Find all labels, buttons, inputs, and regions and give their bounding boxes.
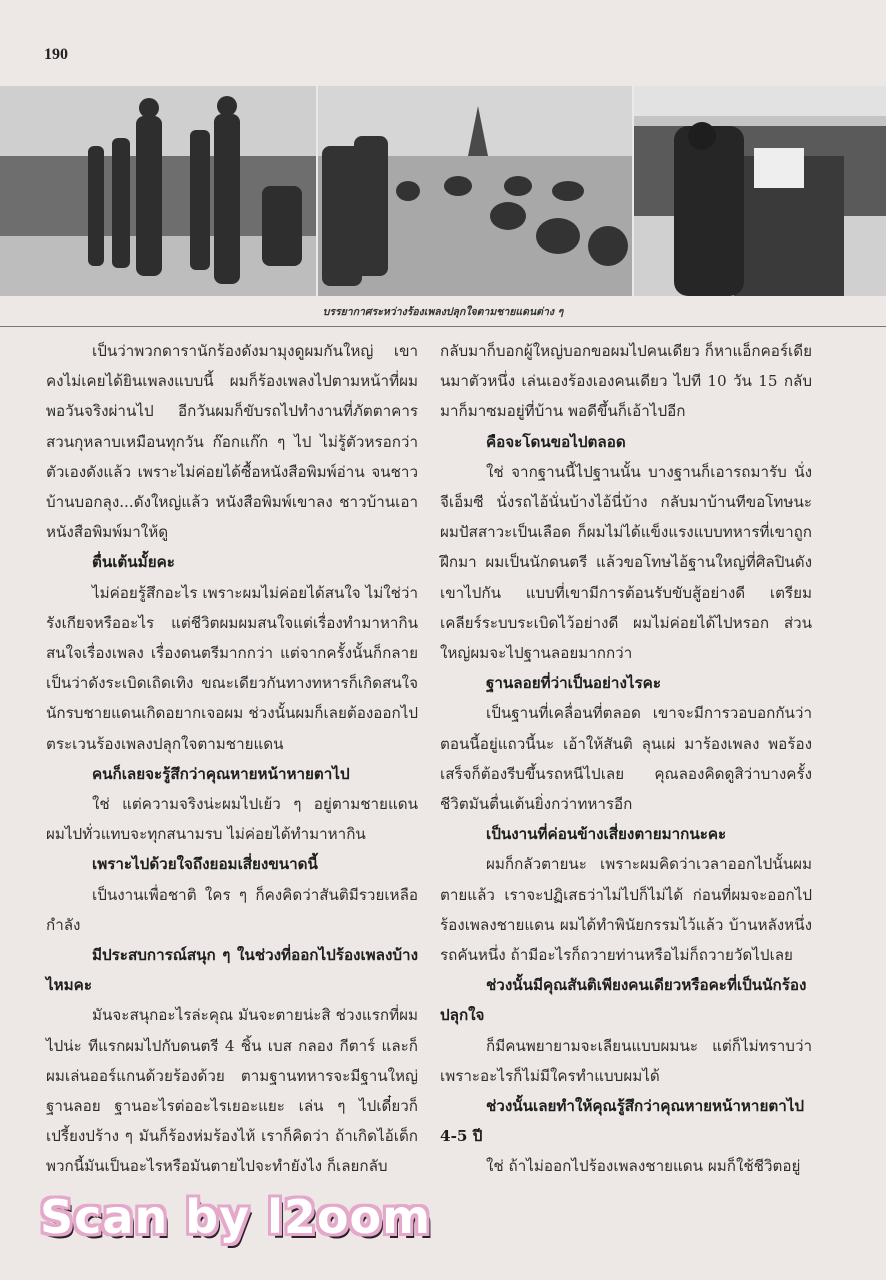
article-column-left: [46, 336, 418, 1182]
paragraph: ใช่ ถ้าไม่ออกไปร้องเพลงชายแดน ผมก็ใช้ชีวิตอยู่: [486, 1157, 801, 1176]
photo-singers-on-stage: [0, 86, 316, 296]
paragraph: เป็นฐานที่เคลื่อนที่ตลอด เขาจะมีการวอบอกกันว่าตอนนี้อยู่แถวนี้นะ เอ้าให้สันติ ลุนเผ่ มาร้องเพลง พอร้องเสร็จก็ต้องรีบขึ้นรถหนีไปเลย คุณลองคิดดูสิว่าบางครั้งชีวิตมันตื่นเต้นยิ่งกว่าทหารอีก: [440, 704, 812, 814]
interview-question: เพราะไปด้วยใจถึงยอมเสี่ยงขนาดนี้: [92, 855, 318, 874]
paragraph: กลับมาก็บอกผู้ใหญ่บอกขอผมไปคนเดียว ก็หาแอ็กคอร์เดียนมาตัวหนึ่ง เล่นเองร้องเองคนเดียว ไปที 10 วัน 15 กลับมาก็มาซมอยู่ที่บ้าน พอดีขึ้นก็เอ้าไปอีก: [440, 342, 812, 421]
interview-question: คือจะโดนขอไปตลอด: [486, 432, 626, 451]
paragraph: ใช่ จากฐานนี้ไปฐานนั้น บางฐานก็เอารถมารับ นั่งจีเอ็มซี นั่งรถไอ้นั่นบ้างไอ้นี่บ้าง กลับมาบ้านทีขอโทษนะ ผมปัสสาวะเป็นเลือด ก็ผมไม่ได้แข็งแรงแบบทหารที่เขาถูกฝึกมา ผมเป็นนักดนตรี แล้วขอโทษไอ้ฐานใหญ่ที่ศิลปินดังเขาไปกัน แบบที่เขามีการต้อนรับขับสู้อย่างดี เตรียมเคลียร์ระบบระเบิดไว้อย่างดี ผมไม่ค่อยได้ไปหรอก ส่วนใหญ่ผมจะไปฐานลอยมากกว่า: [440, 462, 812, 663]
paragraph: มันจะสนุกอะไรล่ะคุณ มันจะตายน่ะสิ ช่วงแรกที่ผมไปน่ะ ทีแรกผมไปกับดนตรี 4 ชิ้น เบส กลอง กีตาร์ และก็ผมเล่นออร์แกนด้วยร้องด้วย ตามฐานทหารจะมีฐานใหญ่ ฐานลอย ฐานอะไรต่ออะไรเยอะแยะ เล่น ๆ ไปเดี๋ยวก็เปรี้ยงปร้าง ๆ มันก็ร้องห่มร้องไห้ เราก็คิดว่า ถ้าเกิดไอ้เด็กพวกนี้มันเป็นอะไรหรือมันตายไปจะทำยังไง ก็เลยกลับ: [46, 1006, 418, 1176]
paragraph: เป็นงานเพื่อชาติ ใคร ๆ ก็คงคิดว่าสันติมีรวยเหลือกำลัง: [46, 885, 418, 934]
photo-organ-player-crowd: [634, 86, 886, 296]
photo-caption: บรรยากาศระหว่างร้องเพลงปลุกใจตามชายแดนต่าง ๆ: [322, 306, 564, 318]
photo-soldiers-outdoor: [318, 86, 632, 296]
paragraph: เป็นว่าพวกดารานักร้องดังมามุงดูผมกันใหญ่ เขาคงไม่เคยได้ยินเพลงแบบนี้ ผมก็ร้องเพลงไปตามหน้าที่ผม พอวันจริงผ่านไป อีกวันผมก็ขับรถไปทำงานที่ภัตตาคารสวนกุหลาบเหมือนทุกวัน ก๊อกแก๊ก ๆ ไป ไม่รู้ตัวหรอกว่าตัวเองดังแล้ว เพราะไม่ค่อยได้ซื้อหนังสือพิมพ์อ่าน จนชาวบ้านบอกลุง...ดังใหญ่แล้ว หนังสือพิมพ์เขาลง ชาวบ้านเอาหนังสือพิมพ์มาให้ดู: [46, 342, 418, 542]
interview-question: ช่วงนั้นเลยทำให้คุณรู้สึกว่าคุณหายหน้าหายตาไป 4-5 ปี: [440, 1097, 805, 1146]
caption-divider: [0, 326, 886, 327]
paragraph: ใช่ แต่ความจริงน่ะผมไปเย้ว ๆ อยู่ตามชายแดน ผมไปทั่วแทบจะทุกสนามรบ ไม่ค่อยได้ทำมาหากิน: [46, 795, 418, 844]
interview-question: คนก็เลยจะรู้สึกว่าคุณหายหน้าหายตาไป: [92, 764, 350, 783]
interview-question: ตื่นเต้นมั้ยคะ: [92, 553, 175, 572]
interview-question: ฐานลอยที่ว่าเป็นอย่างไรคะ: [486, 674, 661, 693]
scan-watermark: Scan by l2oom: [40, 1190, 432, 1244]
article-column-right: [440, 336, 812, 1182]
interview-question: มีประสบการณ์สนุก ๆ ในช่วงที่ออกไปร้องเพลงบ้างไหมคะ: [46, 946, 418, 995]
paragraph: ก็มีคนพยายามจะเลียนแบบผมนะ แต่ก็ไม่ทราบว่าเพราะอะไรก็ไม่มีใครทำแบบผมได้: [440, 1036, 812, 1085]
page-number: 190: [44, 46, 68, 63]
paragraph: ไม่ค่อยรู้สึกอะไร เพราะผมไม่ค่อยได้สนใจ ไม่ใช่ว่ารังเกียจหรืออะไร แต่ชีวิตผมผมสนใจแต่เรื่องทำมาหากิน สนใจเรื่องเพลง เรื่องดนตรีมากกว่า แต่จากครั้งนั้นก็กลายเป็นว่าดังระเบิดเถิดเทิง ขณะเดียวกันทางทหารก็เกิดสนใจ นักรบชายแดนเกิดอยากเจอผม ช่วงนั้นผมก็เลยต้องออกไปตระเวนร้องเพลงปลุกใจตามชายแดน: [46, 583, 418, 753]
paragraph: ผมก็กลัวตายนะ เพราะผมคิดว่าเวลาออกไปนั้นผมตายแล้ว เราจะปฏิเสธว่าไม่ไปก็ไม่ได้ ก่อนที่ผมจะออกไปร้องเพลงชายแดน ผมได้ทำพินัยกรรมไว้แล้ว บ้านหลังหนึ่ง รถคันหนึ่ง ถ้ามีอะไรก็ถวายท่านหรือไม่ก็ถวายวัดไปเลย: [440, 855, 812, 965]
interview-question: เป็นงานที่ค่อนข้างเสี่ยงตายมากนะคะ: [486, 825, 727, 844]
interview-question: ช่วงนั้นมีคุณสันติเพียงคนเดียวหรือคะที่เป็นนักร้องปลุกใจ: [440, 976, 807, 1025]
